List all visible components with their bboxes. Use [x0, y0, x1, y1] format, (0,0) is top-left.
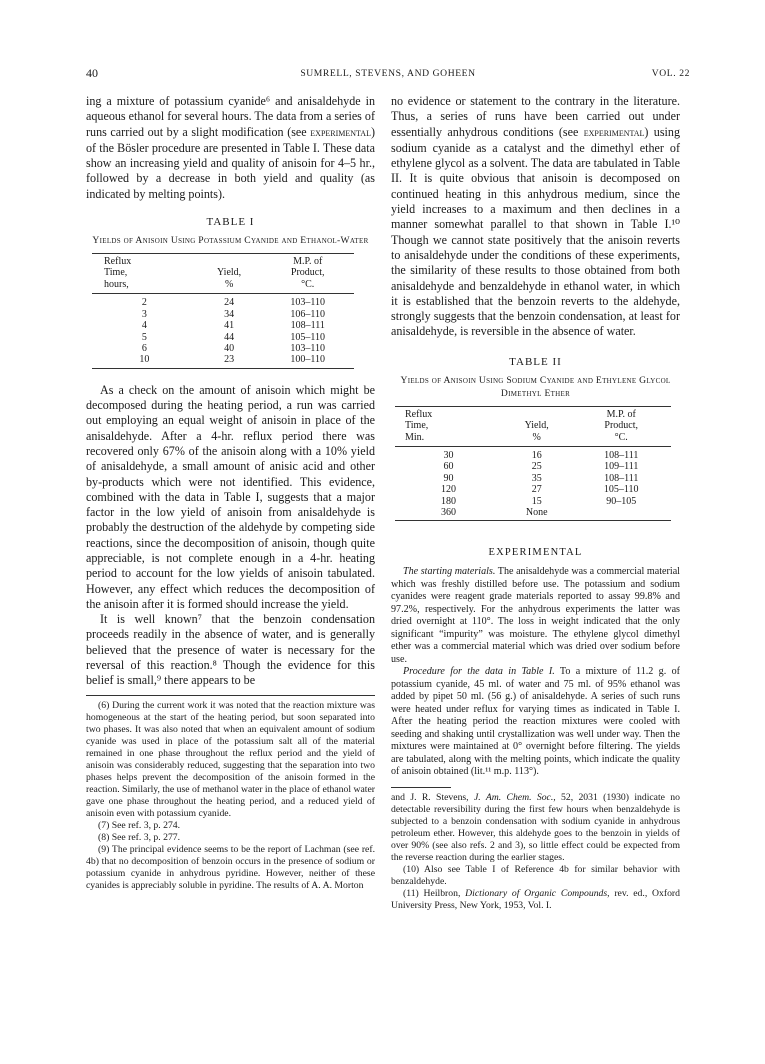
table2-cell: 108–111	[604, 472, 639, 484]
running-title: SUMRELL, STEVENS, AND GOHEEN	[300, 68, 476, 79]
left-paragraph-2: As a check on the amount of anisoin which might be decomposed during the heating period, a run was carried out employing an equal weight of anisoin in place of the anisaldehyde. After a 4-hr. reflux period there was recovered only 67% of the anisoin along with a 10% yield of anisaldehyde, a small amount of anisic acid and other by-products which were not identified. This evidence, combined with the data in Table I, suggests that a major factor in the low yield of anisoin from anisaldehyde is probably the destruction of the aldehyde by competing side reactions, since the decomposition of anisoin, though quite appreciable, is not complete enough in a 4-hr. heating period to account for the low yields of anisoin tabulated. However, any effect which reduces the decomposition of the anisoin after it is formed should increase the yield.	[86, 382, 375, 611]
table2-row	[395, 446, 671, 461]
table2-cell: 360	[440, 507, 456, 518]
page-number: 40	[86, 66, 98, 80]
table2-cell: None	[525, 507, 548, 518]
footnote-9-continued: and J. R. Stevens, J. Am. Chem. Soc., 52, 2031 (1930) indicate no detectable reversibility during the first few hours when benzaldehyde is subjected to a benzoin condensation with sodium cyanide in anhydrous petroleum ether. However, this aldehyde goes to the benzoin in yields of over 90% (see also refs. 2 and 3), so little effect could be expected from the reverse reaction during the earlier stages.	[391, 791, 680, 863]
table1-cell: 4	[141, 320, 147, 332]
experimental-section	[391, 566, 680, 779]
table1-row	[92, 332, 354, 343]
table1-row	[92, 354, 354, 368]
table2-cell: 35	[531, 472, 542, 484]
table2-cell: 25	[531, 461, 542, 473]
table1-cell: 40	[224, 342, 235, 354]
table2-cell: 90	[443, 472, 454, 484]
table2-row	[395, 461, 671, 472]
table1-row	[92, 343, 354, 354]
table2-cell: 180	[440, 495, 456, 507]
footnote-rule-right	[391, 787, 451, 788]
footnote-8: (8) See ref. 3, p. 277.	[98, 831, 181, 843]
table2-cell: 120	[440, 484, 456, 496]
table1-row	[92, 294, 354, 309]
table1-row	[92, 320, 354, 331]
table2-row	[395, 473, 671, 484]
table2-cell: 16	[531, 449, 542, 461]
table1-caption: Yields of Anisoin Using Potassium Cyanide and Ethanol-Water	[92, 235, 369, 247]
table1-cell: 34	[224, 308, 235, 320]
footnote-9: (9) The principal evidence seems to be the report of Lachman (see ref. 4b) that no decomposition of benzoin occurs in the presence of sodium or potassium cyanide in anhydrous pyridine. However, neither of these cyanides is appreciably soluble in pyridine. The results of A. A. Morton	[86, 843, 375, 891]
table2-header-reflux: Reflux Time, Min.	[405, 408, 433, 443]
table1-cell: 2	[141, 297, 147, 309]
table2-cell	[571, 507, 671, 521]
table1	[92, 253, 354, 369]
table1-cell: 44	[224, 331, 235, 343]
experimental-starting-materials: The starting materials. The anisaldehyde was a commercial material which was freshly distilled before use. The potassium and sodium cyanides were reagent grade materials reported to assay 99.8% and 97.2%, respectively. For the anhydrous experiments the latter was dried overnight at 110°. The loss in weight indicated that the only significant “impurity” was moisture. The ethylene glycol dimethyl ether was a commercial material which was dried over sodium before use.	[391, 566, 680, 665]
right-paragraph-1: no evidence or statement to the contrary in the literature. Thus, a series of runs have been carried out under essentially anhydrous conditions (see experimental) using sodium cyanide as a catalyst and the dimethyl ether of ethylene glycol as a solvent. The data are tabulated in Table II. It is quite obvious that anisoin is decomposed on continued heating in this anhydrous medium, since the yield increases to a maximum and then declines in a manner somewhat parallel to that shown in Table I.¹⁰ Though we cannot state positively that the anisoin reverts to anisaldehyde under the conditions of these experiments, the similarity of these results to those obtained from both anisaldehyde and benzaldehyde in ethanol water, in which it is established that the benzoin reverts to the aldehyde, strongly suggests that the benzoin condensation, at least for anisaldehyde, is reversible in the absence of water.	[391, 94, 680, 339]
table1-row	[92, 309, 354, 320]
table1-cell: 105–110	[290, 331, 326, 343]
table1-cell: 5	[141, 331, 147, 343]
table2-cell: 27	[531, 484, 542, 496]
footnote-rule	[86, 695, 375, 696]
right-column	[391, 94, 680, 912]
table1-cell: 10	[139, 354, 150, 366]
volume-label: VOL. 22	[651, 68, 690, 79]
table2-cell: 15	[531, 495, 542, 507]
table1-cell: 6	[141, 342, 147, 354]
table2-cell: 60	[443, 461, 454, 473]
footnote-7: (7) See ref. 3, p. 274.	[98, 819, 181, 831]
table1-header-yield: Yield, %	[217, 267, 242, 290]
footnote-6: (6) During the current work it was noted that the reaction mixture was homogeneous at the start of the heating period, but soon separated into two phases. It was also noted that when an equivalent amount of sodium cyanide was used in place of the potassium salt all of the material remained in one phase throughout the reflux period and the yield of anisoin was considerably reduced, suggesting that the separation into two phases helps prevent the decomposition of the anisoin formed in the reaction. Similarly, the use of methanol water in the place of ethanol water gave one phase throughout the heating period, and a reduced yield of anisoin even with potassium cyanide.	[86, 699, 375, 819]
table1-cell: 100–110	[290, 354, 326, 366]
table2-cell: 109–111	[604, 461, 639, 473]
table1-cell: 108–111	[290, 320, 325, 332]
table2-title: TABLE II	[509, 355, 562, 368]
table1-cell: 103–110	[290, 342, 326, 354]
left-column	[86, 94, 375, 892]
table2-cell: 30	[443, 449, 454, 461]
table2-cell: 108–111	[604, 449, 639, 461]
table1-cell: 106–110	[290, 308, 326, 320]
table1-cell: 103–110	[290, 297, 326, 309]
footnote-11: (11) Heilbron, Dictionary of Organic Compounds, rev. ed., Oxford University Press, New York, 1953, Vol. I.	[391, 887, 680, 911]
table1-cell: 24	[224, 297, 235, 309]
table2	[395, 406, 671, 522]
table1-header-mp: M.P. of Product, °C.	[290, 256, 325, 290]
table1-cell: 3	[141, 308, 147, 320]
table2-header-mp: M.P. of Product, °C.	[604, 408, 639, 443]
table2-cell: 90–105	[606, 495, 637, 507]
table2-cell: 105–110	[603, 484, 639, 496]
table2-caption: Yields of Anisoin Using Sodium Cyanide and Ethylene Glycol Dimethyl Ether	[400, 374, 671, 399]
left-paragraph-3: It is well known⁷ that the benzoin condensation proceeds readily in the absence of water, and is generally believed that the presence of water is necessary for the reversal of this reaction.⁸ Though the evidence for this belief is small,⁹ there appears to be	[86, 612, 375, 688]
footnote-10: (10) Also see Table I of Reference 4b for similar behavior with benzaldehyde.	[391, 863, 680, 887]
table2-row	[395, 496, 671, 507]
left-paragraph-1: ing a mixture of potassium cyanide⁶ and anisaldehyde in aqueous ethanol for several hours. The data from a series of runs carried out by a slight modification (see experimental) of the Bösler procedure are presented in Table I. These data show an increasing yield and quality of anisoin for 4–5 hr., followed by a decrease in both yield and quality (as indicated by melting points).	[86, 94, 375, 201]
table1-title: TABLE I	[206, 216, 255, 229]
page-header	[86, 66, 690, 82]
table2-row	[395, 507, 671, 521]
table2-row	[395, 484, 671, 495]
table1-header-reflux: Reflux Time, hours,	[104, 256, 132, 290]
table1-cell: 23	[224, 354, 235, 366]
experimental-procedure-table1: Procedure for the data in Table I. To a mixture of 11.2 g. of potassium cyanide, 45 ml. of water and 75 ml. of 95% ethanol was added by pipet 50 ml. (56 g.) of anisaldehyde. A series of such runs were heated under reflux for varying times as indicated in Table I. After the heating period the reaction mixtures were cooled with seeding and shaking until crystallization was well under way. Then the mixtures were maintained at 0° overnight before filtering. The yields are tabulated, along with the melting points, which indicate the quality of anisoin obtained (lit.¹¹ m.p. 113°).	[391, 666, 680, 778]
table2-header-yield: Yield, %	[524, 420, 549, 443]
table1-cell: 41	[224, 320, 235, 332]
experimental-heading: EXPERIMENTAL	[488, 547, 583, 559]
